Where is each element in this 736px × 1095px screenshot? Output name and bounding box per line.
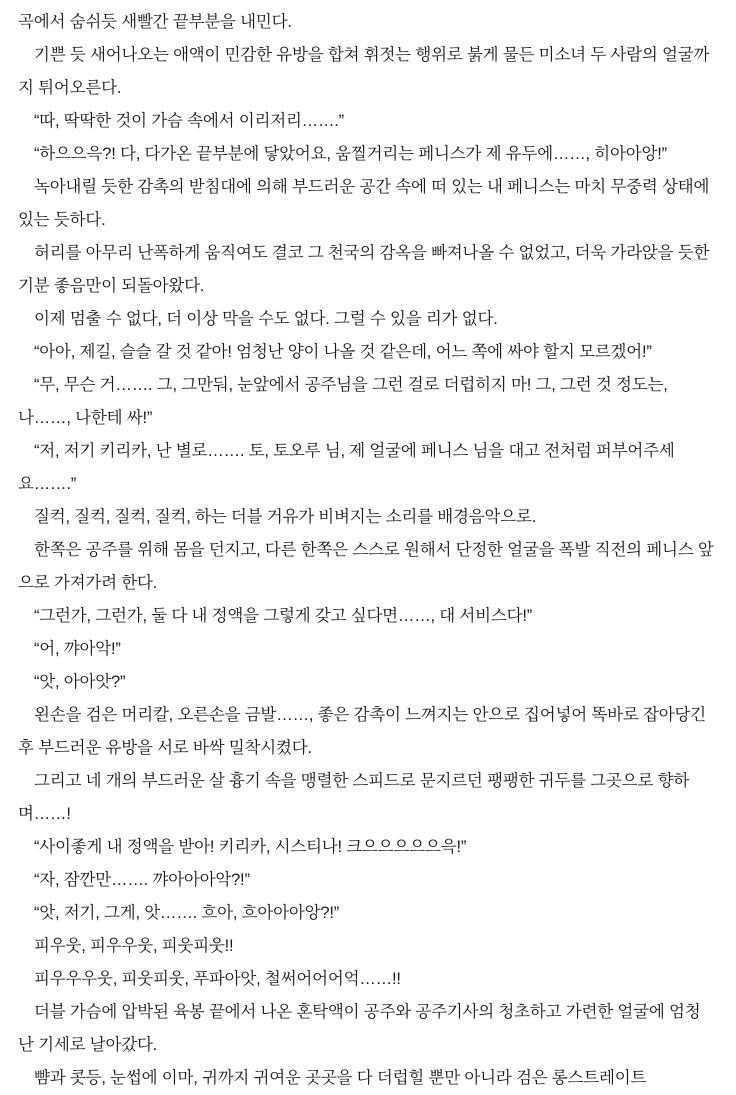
paragraph: “따, 딱딱한 것이 가슴 속에서 이리저리…….” (34, 112, 344, 130)
paragraph: “앗, 저기, 그게, 앗……. 흐아, 흐아아아앙?!” (34, 904, 339, 922)
paragraph: 피우웃, 피우우웃, 피웃피웃!! (34, 937, 234, 955)
paragraph: 곡에서 숨쉬듯 새빨간 끝부분을 내민다. (18, 13, 292, 31)
paragraph: “그런가, 그런가, 둘 다 내 정액을 그렇게 갖고 싶다면……, 대 서비스다!” (34, 607, 533, 625)
paragraph: 녹아내릴 듯한 감촉의 받침대에 의해 부드러운 공간 속에 떠 있는 내 페니스는 마치 무중력 상태에 있는 듯하다. (18, 178, 714, 229)
paragraph: 왼손을 검은 머리칼, 오른손을 금발……, 좋은 감촉이 느껴지는 안으로 집어넣어 똑바로 잡아당긴 후 부드러운 유방을 서로 바싹 밀착시켰다. (18, 706, 711, 757)
paragraph: 한쪽은 공주를 위해 몸을 던지고, 다른 한쪽은 스스로 원해서 단정한 얼굴을 폭발 직전의 페니스 앞으로 가져가려 한다. (18, 541, 714, 592)
paragraph: “아아, 제길, 슬슬 갈 것 같아! 엄청난 양이 나올 것 같은데, 어느 쪽에 싸야 할지 모르겠어!” (34, 343, 652, 361)
paragraph: 이제 멈출 수 없다, 더 이상 막을 수도 없다. 그럴 수 있을 리가 없다. (34, 310, 498, 328)
paragraph: 질컥, 질컥, 질컥, 질컥, 하는 더블 거유가 비벼지는 소리를 배경음악으로. (34, 508, 537, 526)
paragraph: 그리고 네 개의 부드러운 살 흉기 속을 맹렬한 스피드로 문지르던 팽팽한 귀두를 그곳으로 향하며……! (18, 772, 690, 823)
paragraph: 피우우우웃, 피웃피웃, 푸파아앗, 철써어어어억……!! (34, 970, 401, 988)
paragraph: “저, 저기 키리카, 난 별로……. 토, 토오루 님, 제 얼굴에 페니스 님을 대고 전처럼 퍼부어주세요…….” (18, 442, 675, 493)
paragraph: 더블 가슴에 압박된 육봉 끝에서 나온 혼탁액이 공주와 공주기사의 청초하고 가련한 얼굴에 엄청난 기세로 날아갔다. (18, 1003, 701, 1054)
paragraph: “하으으윽?! 다, 다가온 끝부분에 닿았어요, 움찔거리는 페니스가 제 유두에……, 히아아앙!” (34, 145, 667, 163)
paragraph: “사이좋게 내 정액을 받아! 키리카, 시스티나! 크으으으으으윽!” (34, 838, 467, 856)
paragraph: “무, 무슨 거……. 그, 그만둬, 눈앞에서 공주님을 그런 걸로 더럽히지 마! 그, 그런 것 정도는, 나……, 나한테 싸!” (18, 376, 673, 427)
paragraph: 기쁜 듯 새어나오는 애액이 민감한 유방을 합쳐 휘젓는 행위로 붉게 물든 미소녀 두 사람의 얼굴까지 튀어오른다. (18, 46, 710, 97)
paragraph: 허리를 아무리 난폭하게 움직여도 결코 그 천국의 감옥을 빠져나올 수 없었고, 더욱 가라앉을 듯한 기분 좋음만이 되돌아왔다. (18, 244, 714, 295)
paragraph: “자, 잠깐만……. 꺄아아아악?!” (34, 871, 250, 889)
paragraph: “어, 꺄아악!” (34, 640, 121, 658)
paragraph: 뺨과 콧등, 눈썹에 이마, 귀까지 귀여운 곳곳을 다 더럽힐 뿐만 아니라 검은 롱스트레이트 (34, 1069, 647, 1087)
paragraph: “앗, 아아앗?” (34, 673, 126, 691)
document-body (18, 6, 714, 1095)
